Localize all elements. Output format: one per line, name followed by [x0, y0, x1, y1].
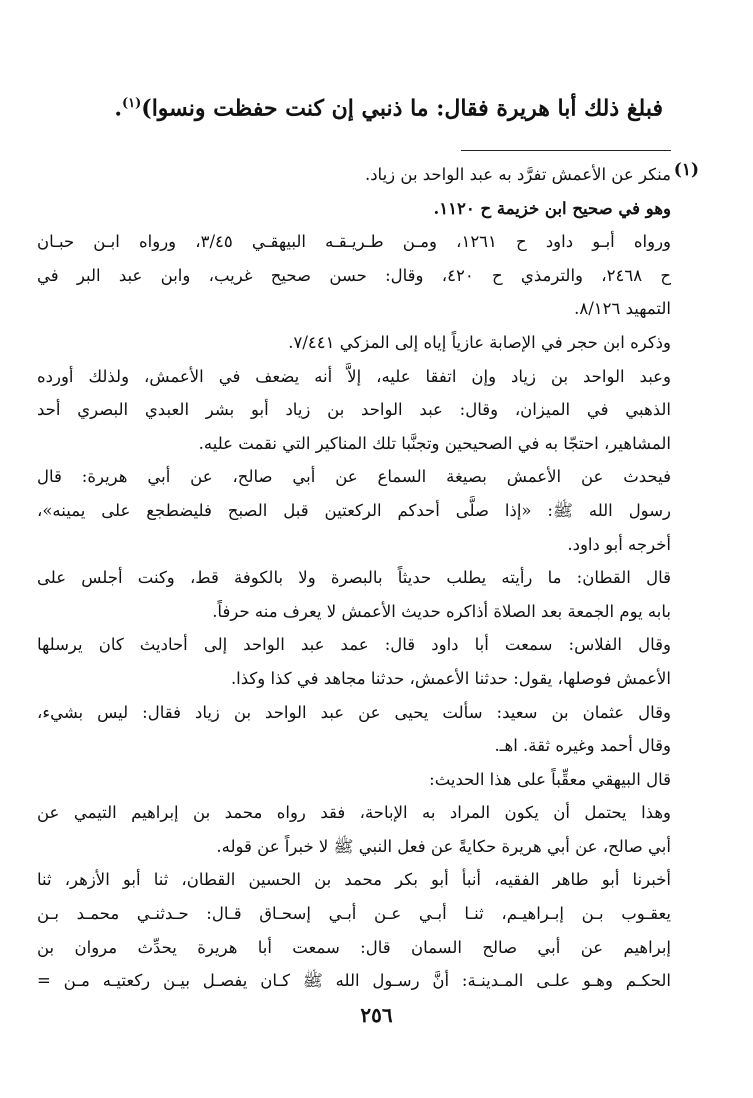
footnote-line: وهذا يحتمل أن يكون المراد به الإباحة، فقد رواه محمد بن إبراهيم التيمي عن: [37, 803, 671, 823]
footnote-line: وقال عثمان بن سعيد: سألت يحيى عن عبد الواحد بن زياد فقال: ليس بشيء،: [37, 702, 671, 722]
footnote-line: وعبد الواحد بن زياد وإن اتفقا عليه، إلاَّ أنه يضعف في الأعمش، ولذلك أورده: [37, 366, 671, 386]
page-number: ٢٥٦: [360, 1003, 393, 1027]
footnote-line: التمهيد ٨/١٢٦.: [574, 299, 671, 319]
footnote-line: أخرجه أبو داود.: [567, 534, 671, 554]
footnote-line: وهو في صحيح ابن خزيمة ح ١١٢٠.: [433, 198, 671, 218]
footnote-reference: (١): [121, 96, 142, 111]
footnote-line: المشاهير، احتجّا به في الصحيحين وتجنَّبا تلك المناكير التي نقمت عليه.: [198, 433, 671, 453]
footnote-line: الذهبي في الميزان، وقال: عبد الواحد بن زياد أبو بشر العبدي البصري أحد: [37, 400, 671, 420]
footnote-line: أبي صالح، عن أبي هريرة حكايةً عن فعل النبي ﷺ لا خبراً عن قوله.: [216, 836, 671, 856]
footnote-line: إبراهيم عن أبي صالح السمان قال: سمعت أبا هريرة يحدِّث مروان بن: [37, 937, 671, 957]
footnote-number: (١): [673, 160, 699, 180]
main-text-end: .: [114, 95, 122, 122]
footnote-line: فيحدث عن الأعمش بصيغة السماع عن أبي صالح، عن أبي هريرة: قال: [37, 467, 671, 487]
footnote-line: ح ٢٤٦٨، والترمذي ح ٤٢٠، وقال: حسن صحيح غريب، وابن عبد البر في: [37, 265, 671, 285]
footnote-line: رسول الله ﷺ: «إذا صلَّى أحدكم الركعتين قبل الصبح فليضطجع على يمينه»،: [37, 500, 671, 520]
footnote-line: بابه يوم الجمعة بعد الصلاة أذاكره حديث الأعمش لا يعرف منه حرفاً.: [212, 601, 671, 621]
footnote-separator: [461, 150, 671, 151]
main-text: [63, 88, 663, 124]
footnote-line: ورواه أبـو داود ح ١٢٦١، ومـن طـريـقـه البيهقـي ٣/٤٥، ورواه ابـن حبـان: [37, 232, 671, 252]
footnote-line: وقال أحمد وغيره ثقة. اهـ.: [494, 736, 671, 756]
footnote-line: الحكـم وهـو علـى المـدينـة: أنَّ رسـول الله ﷺ كـان يفصـل بيـن ركعتيـه مـن =: [37, 971, 671, 991]
main-text-body: فبلغ ذلك أبا هريرة فقال: ما ذنبي إن كنت حفظت ونسوا): [141, 95, 663, 122]
footnote-line: منكر عن الأعمش تفرَّد به عبد الواحد بن زياد.: [364, 165, 671, 184]
footnote-line: قال البيهقي معقِّباً على هذا الحديث:: [429, 769, 671, 789]
footnote-line: الأعمش فوصلها، يقول: حدثنا الأعمش، حدثنا مجاهد في كذا وكذا.: [230, 668, 671, 688]
footnote-line: يعقـوب بـن إبـراهيـم، ثنـا أبـي عـن أبـي إسحـاق قـال: حـدثنـي محمـد بـن: [37, 904, 671, 924]
footnote-text: [37, 158, 671, 998]
footnote-line: وذكره ابن حجر في الإصابة عازياً إياه إلى المزكي ٧/٤٤١.: [288, 332, 671, 352]
footnote-line: أخبرنا أبو طاهر الفقيه، أنبأ أبو بكر محمد بن الحسين القطان، ثنا أبو الأزهر، ثنا: [37, 870, 671, 890]
footnote-line: قال القطان: ما رأيته يطلب حديثاً بالبصرة ولا بالكوفة قط، وكنت أجلس على: [37, 568, 671, 588]
footnote-line: وقال الفلاس: سمعت أبا داود قال: عمد عبد الواحد إلى أحاديث كان يرسلها: [37, 635, 671, 655]
